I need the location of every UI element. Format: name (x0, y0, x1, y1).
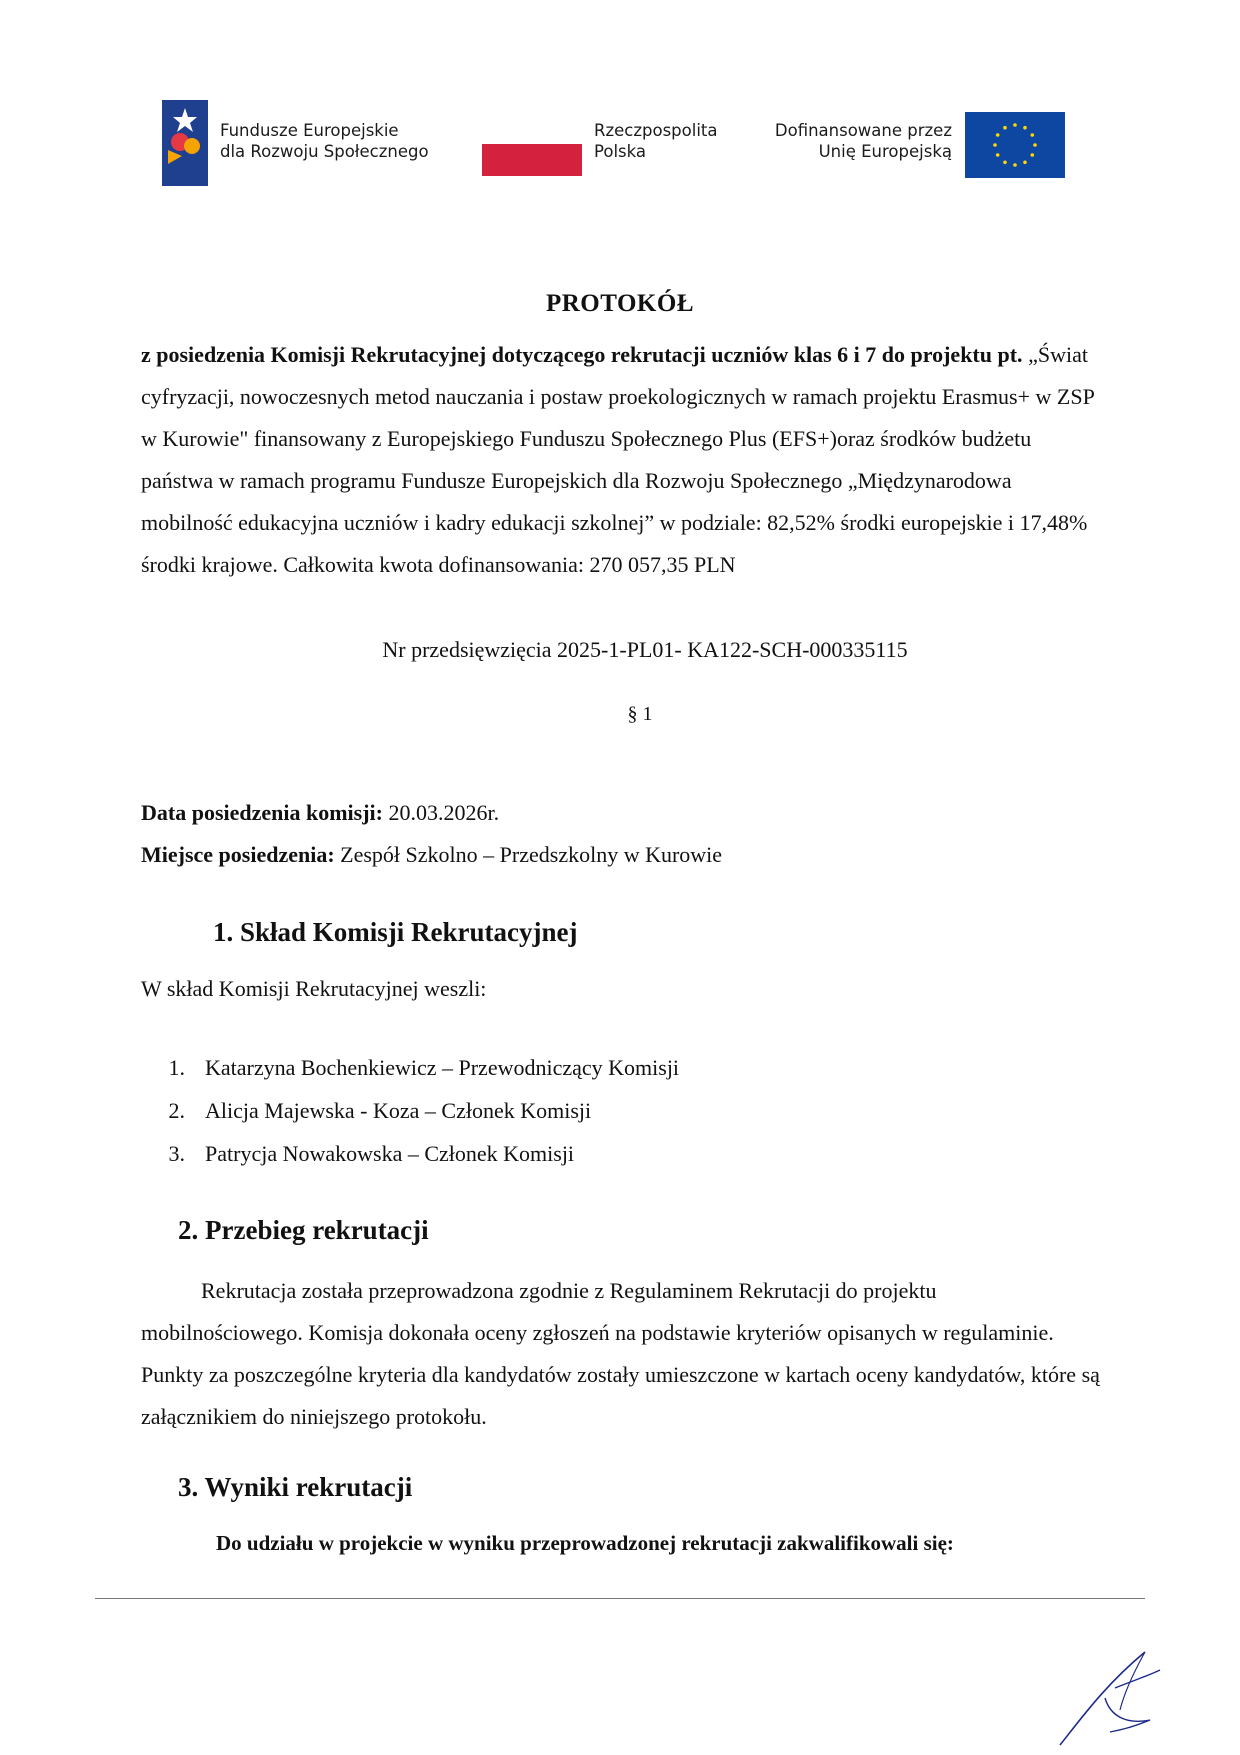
eu-star-icon (1031, 133, 1035, 137)
section1-heading: 1. Skład Komisji Rekrutacyjnej (213, 917, 578, 947)
document-title: PROTOKÓŁ (545, 290, 694, 317)
project-number: Nr przedsięwzięcia 2025-1-PL01- KA122-SCH-000335115 (382, 637, 908, 662)
section2-heading: 2. Przebieg rekrutacji (178, 1215, 429, 1245)
eu-star-icon (1003, 126, 1007, 130)
meeting-date-label: Data posiedzenia komisji: (141, 800, 383, 825)
meeting-date-value: 20.03.2026r. (383, 800, 500, 825)
pl-line2: Polska (594, 142, 647, 161)
list-item-text: Patrycja Nowakowska – Członek Komisji (205, 1141, 575, 1166)
header-logos (160, 100, 1060, 190)
section1-lead: W skład Komisji Rekrutacyjnej weszli: (141, 976, 487, 1001)
fe-line1: Fundusze Europejskie (220, 121, 399, 140)
meeting-place-value: Zespół Szkolno – Przedszkolny w Kurowie (334, 842, 723, 867)
list-item (141, 1089, 679, 1132)
poland-flag-icon (482, 112, 582, 176)
eu-star-icon (1031, 153, 1035, 157)
meeting-place (141, 842, 722, 868)
poland-text (594, 120, 718, 162)
section2-text: Rekrutacja została przeprowadzona zgodnie z Regulaminem Rekrutacji do projektu mobilnościowego. Komisja dokonała oceny zgłoszeń na podstawie kryteriów opisanych w regulaminie. Punkty za poszczególne kryteria dla kandydatów zostały umieszczone w kartach oceny kandydatów, które są załącznikiem do niniejszego protokołu. (141, 1278, 1100, 1429)
eu-star-icon (1023, 126, 1027, 130)
eu-star-icon (993, 143, 997, 147)
meeting-date (141, 800, 499, 826)
eu-star-icon (1033, 143, 1037, 147)
footer-divider (95, 1598, 1145, 1599)
eu-text (764, 120, 952, 162)
eu-star-icon (1013, 163, 1017, 167)
paragraph-mark: § 1 (627, 703, 653, 725)
fe-logo-text (220, 120, 429, 162)
members-list (141, 1046, 679, 1175)
list-item (141, 1046, 679, 1089)
eu-star-icon (1003, 161, 1007, 165)
list-item-text: Katarzyna Bochenkiewicz – Przewodniczący Komisji (205, 1055, 680, 1080)
fe-logo-icon (162, 100, 208, 191)
list-item-number: 1. (168, 1055, 185, 1080)
meeting-place-label: Miejsce posiedzenia: (141, 842, 335, 867)
eu-star-icon (1023, 161, 1027, 165)
eu-star-icon (996, 133, 1000, 137)
eu-flag-icon (965, 112, 1065, 178)
eu-star-icon (996, 153, 1000, 157)
fe-line2: dla Rozwoju Społecznego (220, 142, 429, 161)
intro-paragraph (141, 334, 1101, 586)
pl-line1: Rzeczpospolita (594, 121, 718, 140)
eu-line2: Unię Europejską (818, 142, 952, 161)
intro-bold: z posiedzenia Komisji Rekrutacyjnej dotyczącego rekrutacji uczniów klas 6 i 7 do projektu pt. (141, 342, 1023, 367)
eu-star-icon (1013, 123, 1017, 127)
signature-mark (1050, 1640, 1180, 1755)
section3-heading: 3. Wyniki rekrutacji (178, 1472, 413, 1502)
intro-text: „Świat cyfryzacji, nowoczesnych metod nauczania i postaw proekologicznych w ramach projektu Erasmus+ w ZSP w Kurowie" finansowany z Europejskiego Funduszu Społecznego Plus (EFS+)oraz środków budżetu państwa w ramach programu Fundusze Europejskich dla Rozwoju Społecznego „Międzynarodowa mobilność edukacyjna uczniów i kadry edukacji szkolnej” w podziale: 82,52% środki europejskie i 17,48% środki krajowe. Całkowita kwota dofinansowania: 270 057,35 PLN (141, 342, 1095, 577)
list-item-number: 3. (168, 1141, 185, 1166)
eu-line1: Dofinansowane przez (774, 121, 952, 140)
list-item (141, 1132, 679, 1175)
qualified-intro: Do udziału w projekcie w wyniku przeprowadzonej rekrutacji zakwalifikowali się: (216, 1531, 954, 1555)
list-item-text: Alicja Majewska - Koza – Członek Komisji (205, 1098, 592, 1123)
list-item-number: 2. (168, 1098, 185, 1123)
